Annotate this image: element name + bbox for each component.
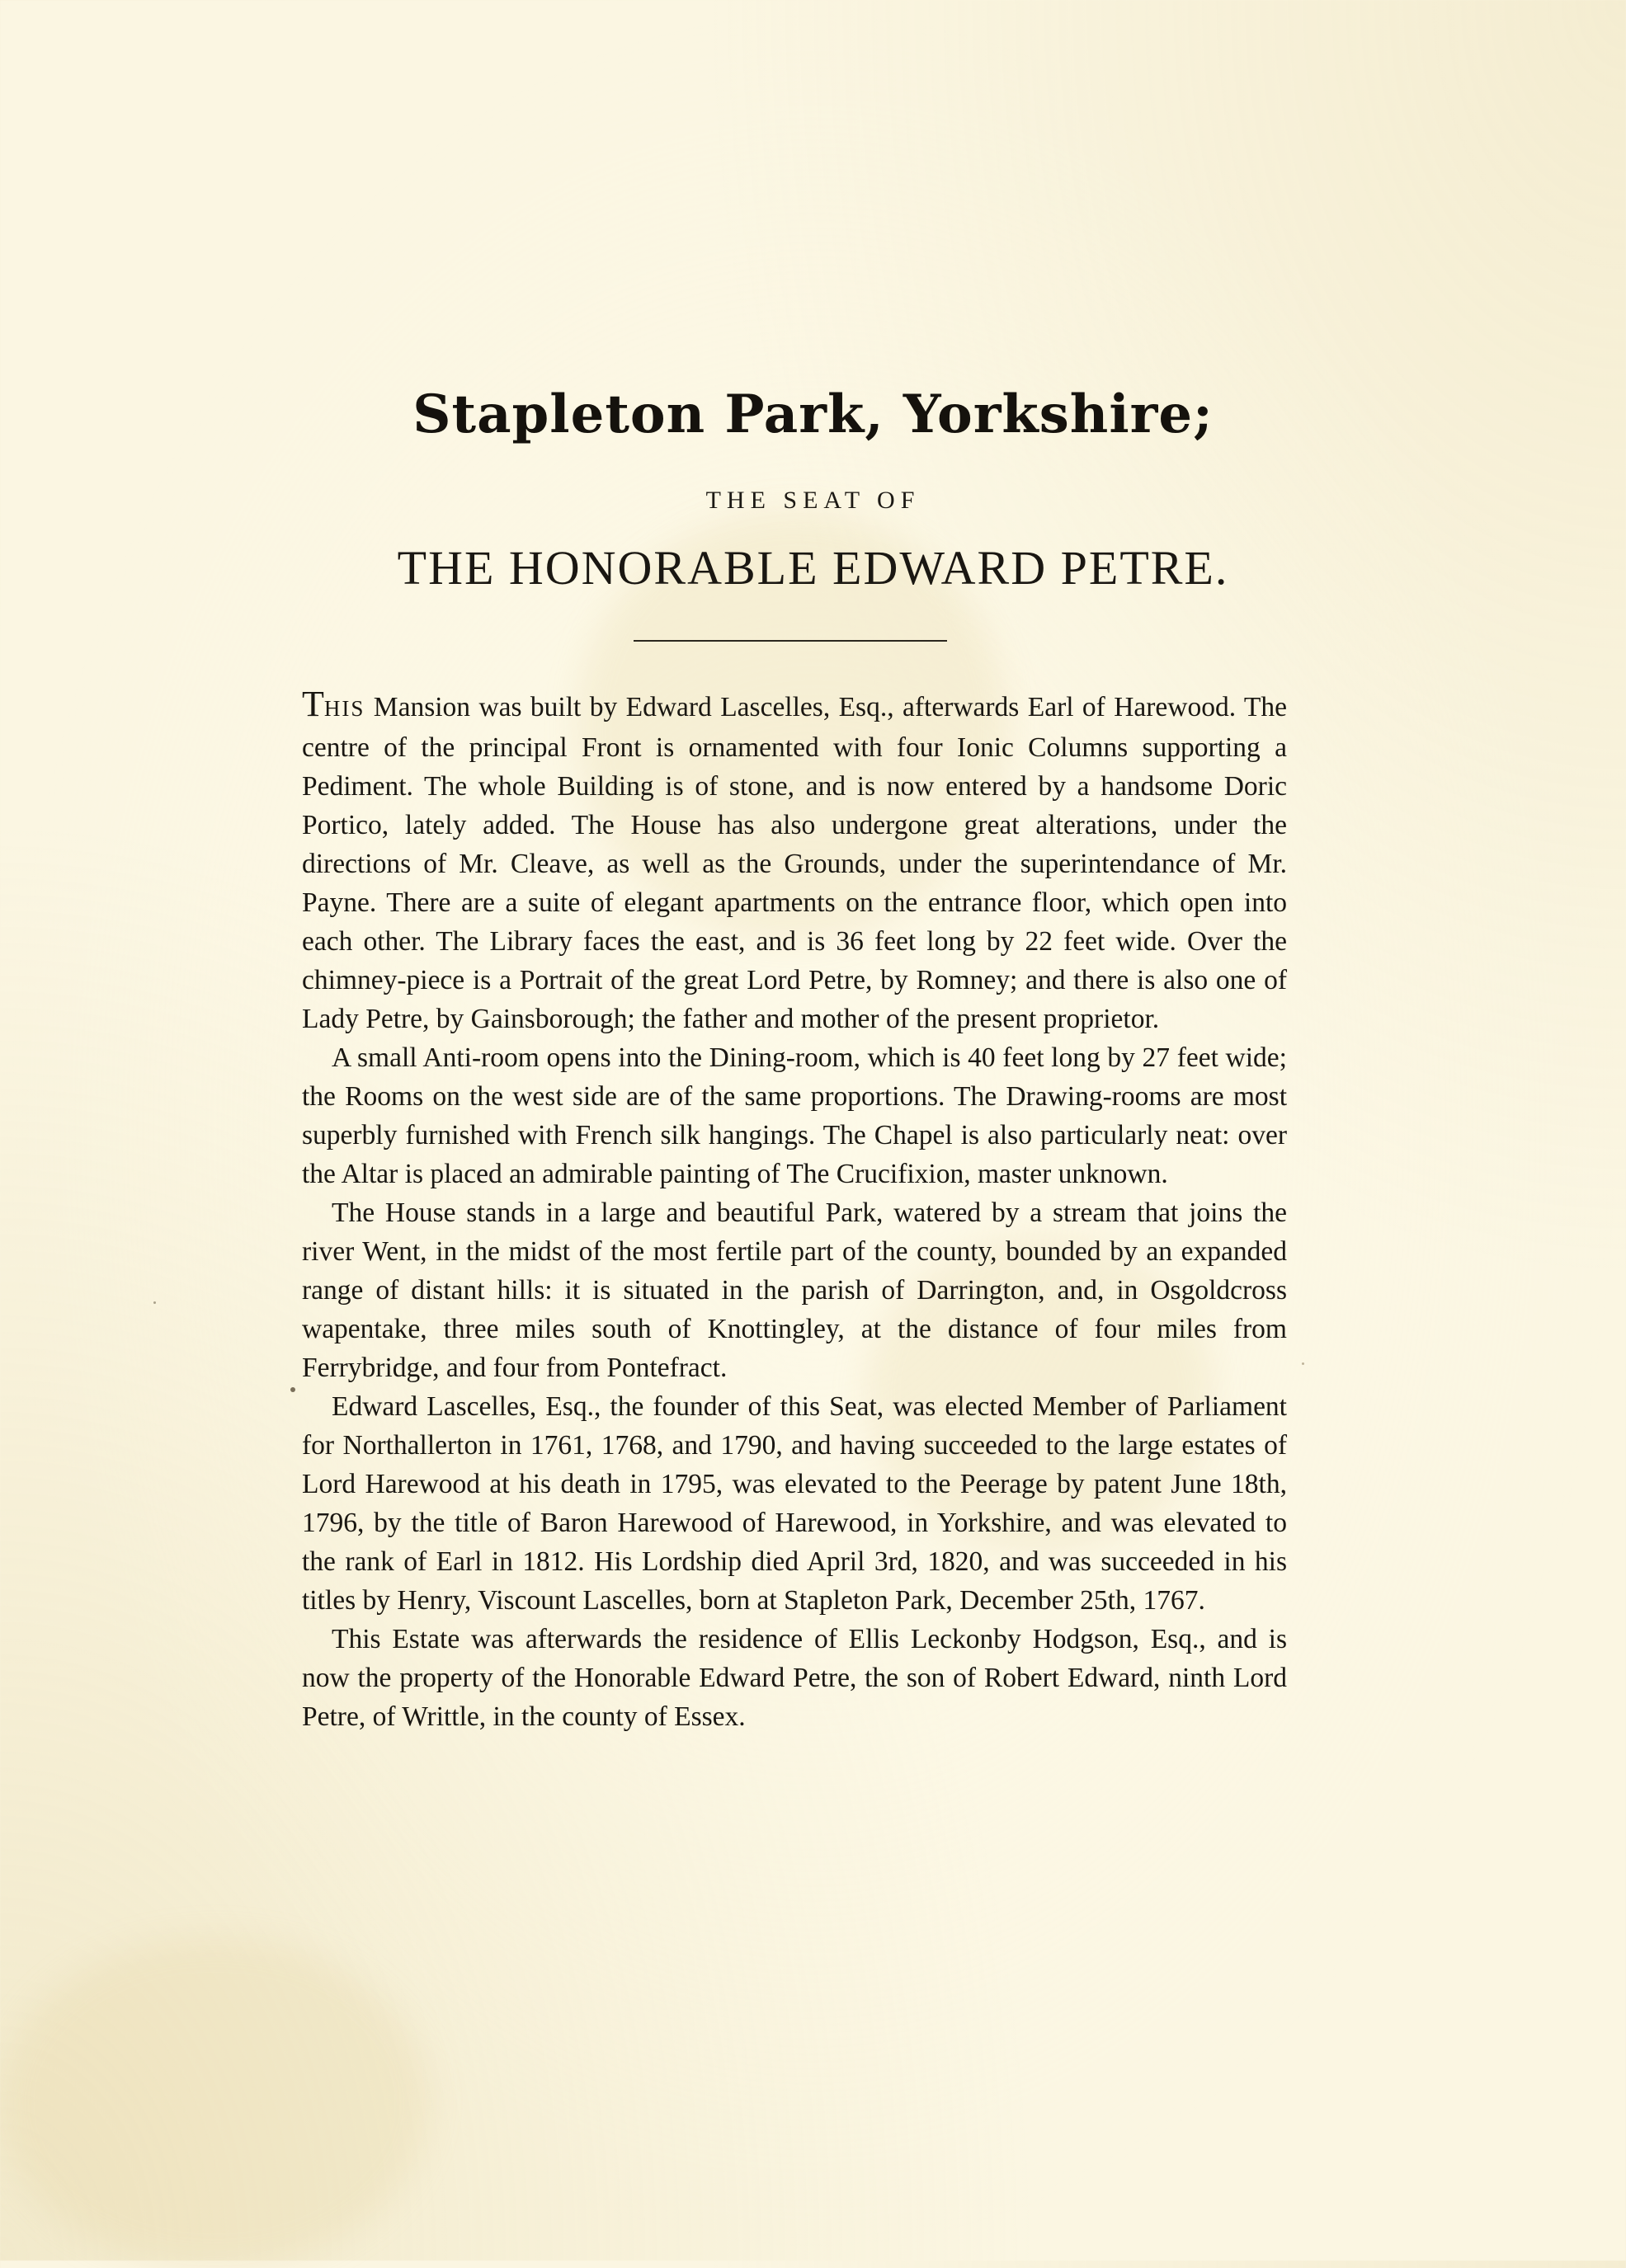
page-title: THE HONORABLE EDWARD PETRE. [397, 541, 1229, 595]
subheading: THE SEAT OF [705, 487, 921, 514]
paragraph-2: A small Anti-room opens into the Dining-room, which is 40 feet long by 27 feet wide; the Rooms on the west side are of the same proportions. The Drawing-rooms are most superbly furnished with French silk hangings. The Chapel is also particularly neat: over the Altar is placed an admirable painting of The Crucifixion, master unknown. [302, 1042, 1287, 1189]
margin-dot [290, 1387, 295, 1392]
gothic-heading: Stapleton Park, Yorkshire; [412, 383, 1214, 445]
small-caps: HIS [323, 696, 365, 721]
paragraph-5: This Estate was afterwards the residence of Ellis Leckonby Hodgson, Esq., and is now the property of the Honorable Edward Petre, the son of Robert Edward, ninth Lord Petre, of Writtle, in the county of Essex. [302, 1624, 1287, 1732]
paragraph-3: The House stands in a large and beautiful Park, watered by a stream that joins the river Went, in the midst of the most fertile part of the county, bounded by an expanded range of distant hills: it is situated in the parish of Darrington, and, in Osgoldcross wapentake, three miles south of Knottingley, at the distance of four miles from Ferrybridge, and four from Pontefract. [302, 1198, 1287, 1383]
body-text [302, 685, 1287, 1736]
paragraph-1 [302, 685, 1287, 1038]
divider-rule [634, 640, 947, 642]
paragraph-text: Mansion was built by Edward Lascelles, Esq., afterwards Earl of Harewood. The centre of the principal Front is ornamented with four Ionic Columns supporting a Pediment. The whole Building is of stone, and is now entered by a handsome Doric Portico, lately added. The House has also undergone great alterations, under the directions of Mr. Cleave, as well as the Grounds, under the superintendance of Mr. Payne. There are a suite of elegant apartments on the entrance floor, which open into each other. The Library faces the east, and is 36 feet long by 22 feet wide. Over the chimney-piece is a Portrait of the great Lord Petre, by Romney; and there is also one of Lady Petre, by Gainsborough; the father and mother of the present proprietor. [302, 692, 1287, 1034]
margin-dot [1302, 1362, 1304, 1365]
paper-stain [0, 1938, 429, 2268]
margin-dot [153, 1301, 156, 1304]
drop-cap: T [302, 684, 324, 724]
paragraph-4: Edward Lascelles, Esq., the founder of this Seat, was elected Member of Parliament for Northallerton in 1761, 1768, and 1790, and having succeeded to the large estates of Lord Harewood at his death in 1795, was elevated to the Peerage by patent June 18th, 1796, by the title of Baron Harewood of Harewood, in Yorkshire, and was elevated to the rank of Earl in 1812. His Lordship died April 3rd, 1820, and was succeeded in his titles by Henry, Viscount Lascelles, born at Stapleton Park, December 25th, 1767. [302, 1391, 1287, 1616]
